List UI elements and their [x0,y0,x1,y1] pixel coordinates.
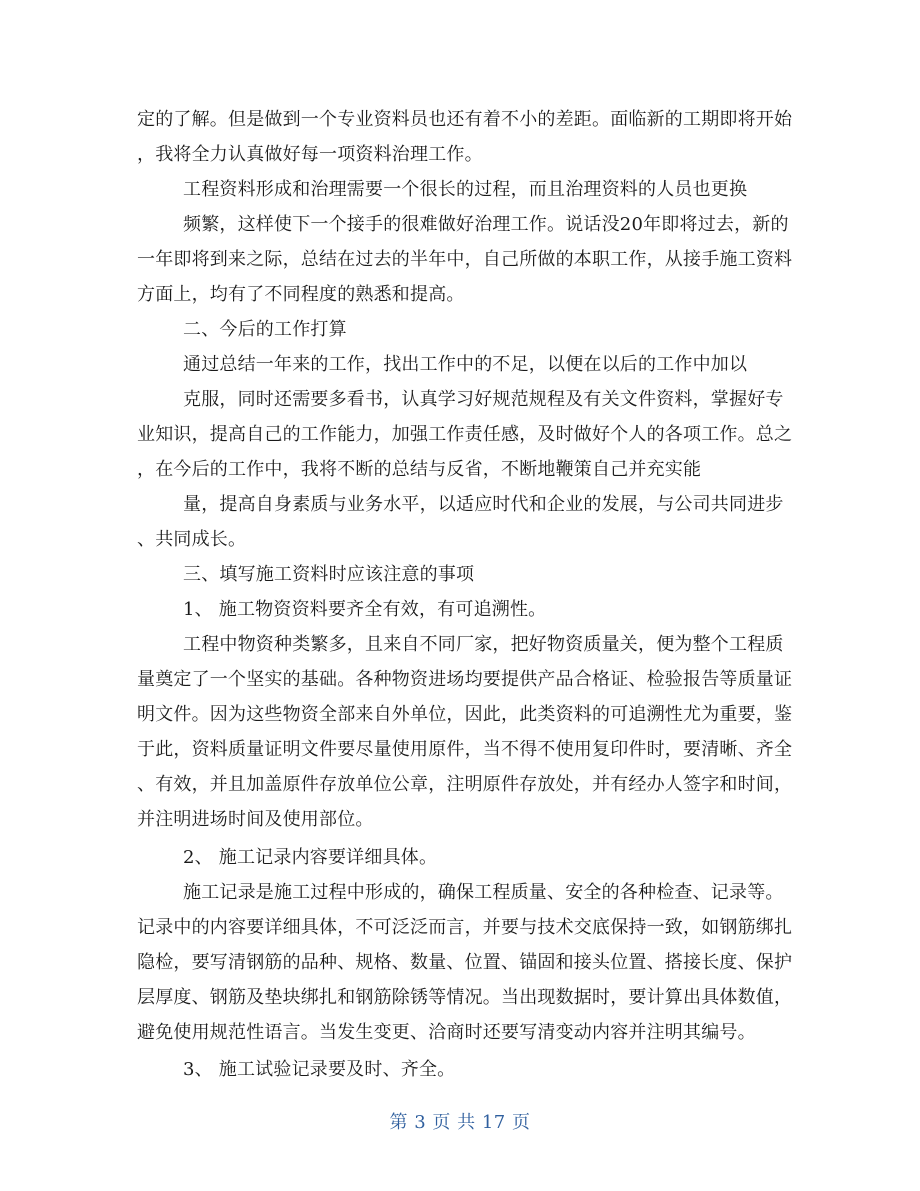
text-line: 明文件。因为这些物资全部来自外单位，因此，此类资料的可追溯性尤为重要，鉴 [137,704,793,725]
text-line: 方面上，均有了不同程度的熟悉和提高。 [137,284,465,305]
numbered-item: 3、 施工试验记录要及时、齐全。 [183,1059,456,1080]
text-line: 克服，同时还需要多看书，认真学习好规范规程及有关文件资料，掌握好专 [183,389,784,410]
numbered-item: 2、 施工记录内容要详细具体。 [183,847,438,868]
text-line: 量，提高自身素质与业务水平，以适应时代和企业的发展，与公司共同进步 [183,494,784,515]
text-line: 工程中物资种类繁多，且来自不同厂家，把好物资质量关，便为整个工程质 [183,634,784,655]
text-line: 避免使用规范性语言。当发生变更、洽商时还要写清变动内容并注明其编号。 [137,1022,756,1043]
page-number-footer: 第 3 页 共 17 页 [389,1112,531,1133]
text-line: 量奠定了一个坚实的基础。各种物资进场均要提供产品合格证、检验报告等质量证 [137,669,793,690]
text-line: 通过总结一年来的工作，找出工作中的不足，以便在以后的工作中加以 [183,354,748,375]
text-line: 一年即将到来之际，总结在过去的半年中，自己所做的本职工作，从接手施工资料 [137,249,793,270]
text-line: ，我将全力认真做好每一项资料治理工作。 [137,144,483,165]
text-line: 定的了解。但是做到一个专业资料员也还有着不小的差距。面临新的工期即将开始 [137,109,793,130]
text-line: 并注明进场时间及使用部位。 [137,809,374,830]
text-line: ，在今后的工作中，我将不断的总结与反省，不断地鞭策自己并充实能 [137,459,702,480]
text-line: 隐检，要写清钢筋的品种、规格、数量、位置、锚固和接头位置、搭接长度、保护 [137,952,793,973]
text-line: 、共同成长。 [137,529,247,550]
section-heading: 三、填写施工资料时应该注意的事项 [183,564,475,585]
text-line: 于此，资料质量证明文件要尽量使用原件，当不得不使用复印件时，要清晰、齐全 [137,739,793,760]
text-line: 工程资料形成和治理需要一个很长的过程，而且治理资料的人员也更换 [183,179,748,200]
numbered-item: 1、 施工物资资料要齐全有效，有可追溯性。 [183,599,547,620]
text-line: 、有效，并且加盖原件存放单位公章，注明原件存放处，并有经办人签字和时间， [137,774,793,795]
text-line: 频繁，这样使下一个接手的很难做好治理工作。说话没20年即将过去，新的 [183,214,789,235]
text-line: 业知识，提高自己的工作能力，加强工作责任感，及时做好个人的各项工作。总之 [137,424,793,445]
text-line: 施工记录是施工过程中形成的，确保工程质量、安全的各种检查、记录等。 [183,882,784,903]
text-line: 记录中的内容要详细具体，不可泛泛而言，并要与技术交底保持一致，如钢筋绑扎 [137,917,793,938]
section-heading: 二、今后的工作打算 [183,319,347,340]
text-line: 层厚度、钢筋及垫块绑扎和钢筋除锈等情况。当出现数据时，要计算出具体数值， [137,987,793,1008]
